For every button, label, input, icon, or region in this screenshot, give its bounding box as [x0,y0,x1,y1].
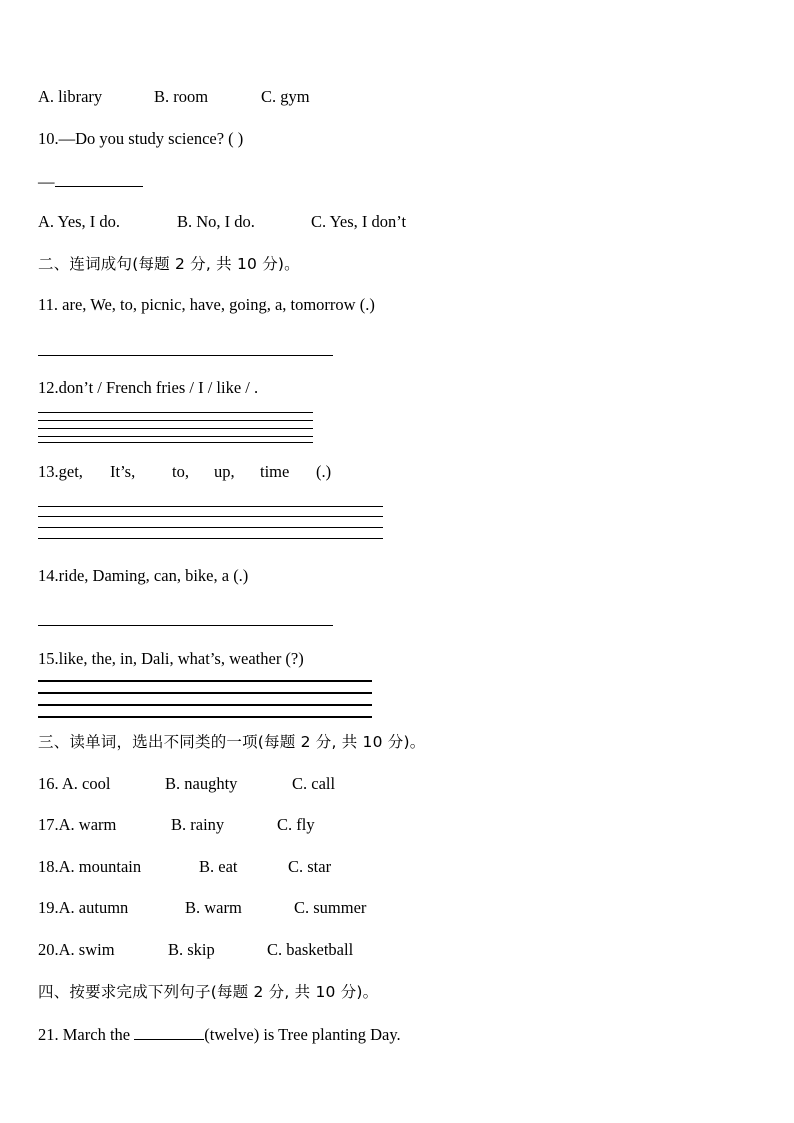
q17-option-c: C. fly [277,815,315,834]
q15-prompt: 15.like, the, in, Dali, what’s, weather (?) [38,649,304,668]
q11-answer-line[interactable] [38,355,333,356]
q13-answer-line-3[interactable] [38,527,383,528]
q10-answer-line[interactable] [38,170,143,192]
q17-option-a: 17.A. warm [38,815,117,834]
q17-option-b: B. rainy [171,815,225,834]
q9-option-c: C. gym [261,87,310,106]
q19-option-b: B. warm [185,898,242,917]
q11-prompt: 11. are, We, to, picnic, have, going, a, tomorrow (.) [38,295,375,314]
q12-answer-line-4[interactable] [38,436,313,437]
q17-row [38,815,315,835]
q20-option-b: B. skip [168,940,215,959]
q21-text-before: 21. March the [38,1025,135,1044]
q12-answer-line-3[interactable] [38,428,313,429]
section4-heading: 四、按要求完成下列句子(每题 2 分, 共 10 分)。 [38,983,379,1001]
q15-answer-line-3[interactable] [38,704,372,706]
q16-row [38,774,335,794]
q13-word-5: time [260,462,290,481]
q12-answer-line-1[interactable] [38,412,313,413]
section2-heading: 二、连词成句(每题 2 分, 共 10 分)。 [38,255,300,273]
q16-option-b: B. naughty [165,774,238,793]
q18-row [38,857,331,877]
q13-word-4: up, [214,462,235,481]
q13-word-3: to, [172,462,189,481]
q13-word-6: (.) [316,462,332,481]
q15-answer-line-2[interactable] [38,692,372,694]
q21-prompt [38,1023,401,1045]
q18-option-b: B. eat [199,857,238,876]
q19-option-c: C. summer [294,898,367,917]
q12-answer-line-5[interactable] [38,442,313,443]
q16-option-a: 16. A. cool [38,774,111,793]
q15-answer-line-1[interactable] [38,680,372,682]
q13-word-2: It’s, [110,462,136,481]
q10-options [38,212,406,232]
q9-option-a: A. library [38,87,103,106]
q18-option-a: 18.A. mountain [38,857,142,876]
q10-option-b: B. No, I do. [177,212,255,231]
q13-prompt [38,462,331,482]
q13-answer-line-1[interactable] [38,506,383,507]
q20-option-a: 20.A. swim [38,940,115,959]
q10-option-c: C. Yes, I don’t [311,212,407,231]
q13-word-1: 13.get, [38,462,83,481]
q10-answer-blank[interactable] [55,170,143,187]
q16-option-c: C. call [292,774,336,793]
q15-answer-line-4[interactable] [38,716,372,718]
q19-row [38,898,366,918]
q9-option-b: B. room [154,87,209,106]
q9-options [38,87,310,107]
q12-answer-line-2[interactable] [38,420,313,421]
q19-option-a: 19.A. autumn [38,898,129,917]
q21-text-after: (twelve) is Tree planting Day. [204,1025,401,1044]
q21-answer-blank[interactable] [134,1023,204,1040]
q13-answer-line-4[interactable] [38,538,383,539]
q14-prompt: 14.ride, Daming, can, bike, a (.) [38,566,249,585]
q13-answer-line-2[interactable] [38,516,383,517]
section3-heading: 三、读单词，选出不同类的一项(每题 2 分, 共 10 分)。 [38,733,426,751]
q18-option-c: C. star [288,857,332,876]
q10-option-a: A. Yes, I do. [38,212,121,231]
q14-answer-line[interactable] [38,625,333,626]
q10-question: 10.—Do you study science? ( ) [38,129,244,148]
q20-row [38,940,353,960]
q20-option-c: C. basketball [267,940,354,959]
q12-prompt: 12.don’t / French fries / I / like / . [38,378,259,397]
q10-answer-dash: — [38,172,55,191]
